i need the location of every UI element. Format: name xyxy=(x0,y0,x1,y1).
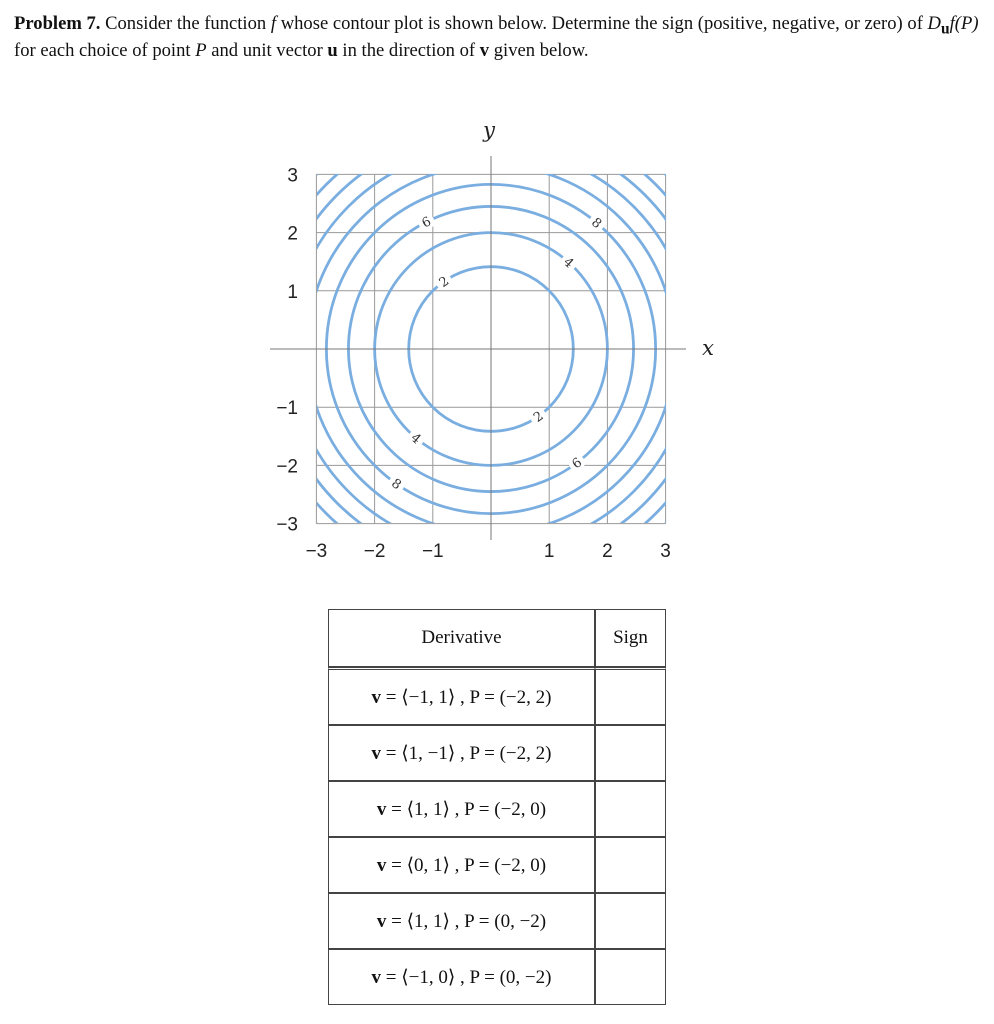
x-tick-label: 1 xyxy=(543,541,555,562)
derivative-cell xyxy=(328,949,595,1005)
table-row xyxy=(328,893,666,949)
sign-cell[interactable] xyxy=(595,781,666,837)
y-tick-label: −3 xyxy=(276,514,298,536)
contour-label: 2 xyxy=(436,273,453,291)
y-tick-label: −2 xyxy=(276,456,298,478)
x-axis-label: x xyxy=(702,336,714,360)
problem-text-1: Consider the function xyxy=(105,13,267,34)
derivative-expression: = ⟨1, −1⟩ , P = (−2, 2) xyxy=(381,742,552,764)
derivative-D: D xyxy=(927,13,941,34)
vector-v: v xyxy=(371,966,382,988)
vector-v: v xyxy=(376,910,387,932)
contour-label: 4 xyxy=(560,254,577,272)
derivative-cell xyxy=(328,893,595,949)
y-tick-label: 1 xyxy=(287,281,298,303)
x-tick-label: 2 xyxy=(602,541,613,562)
contour-label: 6 xyxy=(569,455,586,473)
y-tick-label: 3 xyxy=(287,165,298,187)
vector-v: v xyxy=(376,854,387,876)
derivative-fP: f(P) xyxy=(949,13,979,34)
contour-label: 8 xyxy=(588,215,605,233)
derivative-cell xyxy=(328,725,595,781)
table-row xyxy=(328,667,666,725)
derivative-subscript-u: u xyxy=(940,20,950,38)
contour-label: 4 xyxy=(407,430,424,448)
sign-cell[interactable] xyxy=(595,725,666,781)
table-row xyxy=(328,949,666,1005)
vector-v: v xyxy=(371,742,382,764)
table-row xyxy=(328,781,666,837)
problem-text-6: given below. xyxy=(493,40,589,62)
y-axis-label: y xyxy=(483,118,495,142)
derivative-cell xyxy=(328,667,595,725)
table-row xyxy=(328,837,666,893)
sign-cell[interactable] xyxy=(595,893,666,949)
table-row xyxy=(328,725,666,781)
x-tick-label: −1 xyxy=(421,541,444,562)
header-sign: Sign xyxy=(595,609,666,667)
sign-cell[interactable] xyxy=(595,667,666,725)
table-body xyxy=(328,667,666,1005)
problem-text-3: for each choice of point xyxy=(14,40,191,62)
sign-cell[interactable] xyxy=(595,949,666,1005)
x-tick-label: 3 xyxy=(660,541,671,562)
problem-text-5: in the direction of xyxy=(342,40,476,62)
contour-label: 8 xyxy=(388,476,404,494)
x-tick-label: −2 xyxy=(363,541,386,562)
axes xyxy=(270,156,686,540)
contour-label: 2 xyxy=(531,408,547,426)
derivative-expression: = ⟨1, 1⟩ , P = (0, −2) xyxy=(386,910,547,932)
vector-v: v xyxy=(371,686,382,708)
derivative-expression: = ⟨1, 1⟩ , P = (−2, 0) xyxy=(386,798,547,820)
point-symbol: P xyxy=(195,40,207,62)
y-tick-label: −1 xyxy=(276,398,298,420)
vector-v: v xyxy=(376,798,387,820)
derivative-expression: = ⟨−1, 1⟩ , P = (−2, 2) xyxy=(381,686,552,708)
unit-vector-symbol: u xyxy=(327,40,338,62)
y-tick-label: 2 xyxy=(287,223,298,245)
x-tick-label: −3 xyxy=(305,541,328,562)
header-derivative: Derivative xyxy=(328,609,595,667)
problem-text-4: and unit vector xyxy=(211,40,323,62)
function-symbol: f xyxy=(270,13,277,34)
sign-table xyxy=(328,609,666,1005)
sign-cell[interactable] xyxy=(595,837,666,893)
derivative-cell xyxy=(328,837,595,893)
derivative-expression: = ⟨0, 1⟩ , P = (−2, 0) xyxy=(386,854,547,876)
vector-symbol: v xyxy=(479,40,490,62)
derivative-expression: = ⟨−1, 0⟩ , P = (0, −2) xyxy=(381,966,552,988)
derivative-cell xyxy=(328,781,595,837)
problem-label: Problem 7. xyxy=(14,13,101,34)
contour-label: 6 xyxy=(419,214,434,232)
problem-text-2: whose contour plot is shown below. Determine the sign (positive, negative, or zero) of xyxy=(280,13,923,34)
